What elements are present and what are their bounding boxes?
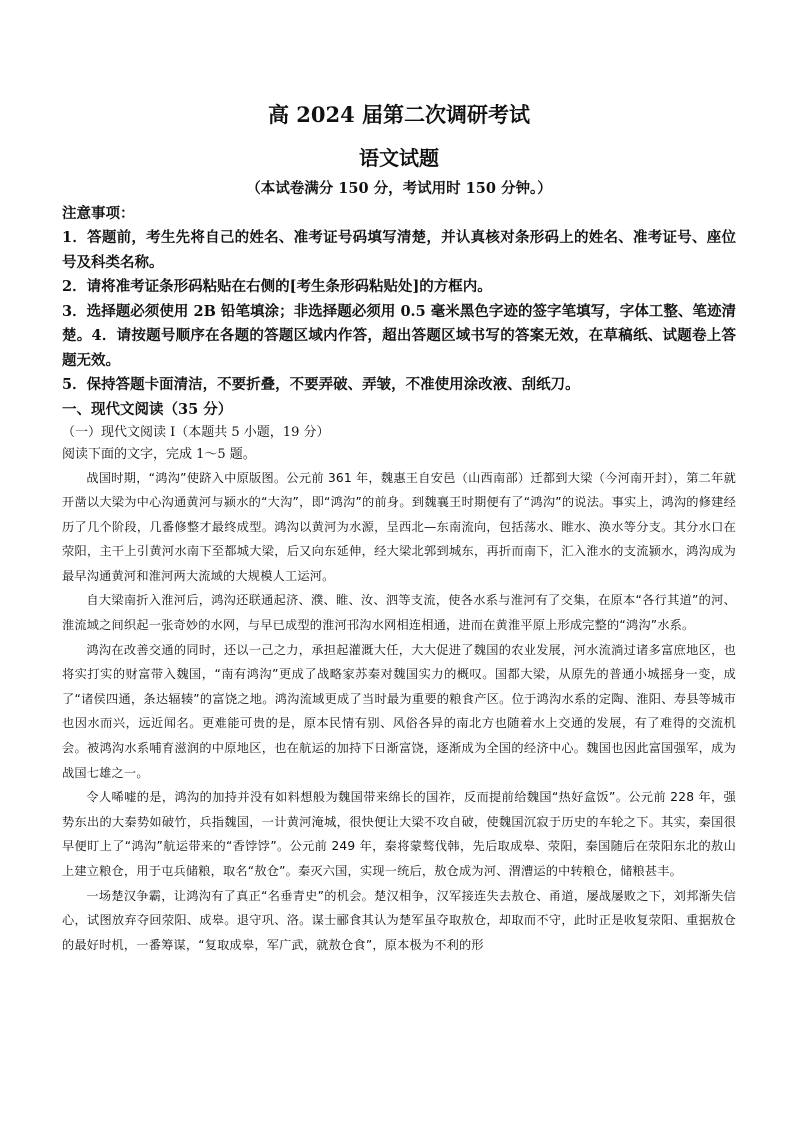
- section-subheading: （一）现代文阅读 I（本题共 5 小题，19 分）: [62, 424, 330, 440]
- exam-note: （本试卷满分 150 分，考试用时 150 分钟。）: [246, 180, 552, 197]
- passage-paragraph: 鸿沟在改善交通的同时，还以一己之力，承担起灌溉大任，大大促进了魏国的农业发展，河水流淌过诸多富庶地区，也将实打实的财富带入魏国，“南有鸿沟”更成了战略家苏秦对魏国实力的概叹。国都大梁，从原先的普通小城摇身一变，成了“诸侯四通，条达辐辏”的富饶之地。鸿沟流域更成了当时最为重要的粮食产区。位于鸿沟水系的定陶、淮阳、寿县等城市也因水而兴，远近闻名。更难能可贵的是，原本民情有别、风俗各异的南北方也随着水上交通的发展，有了难得的交流机会。被鸿沟水系哺育滋润的中原地区，也在航运的加持下日渐富饶，逐渐成为全国的经济中心。魏国也因此富国强军，成为战国七雄之一。: [62, 642, 736, 780]
- passage-paragraph: 令人唏嘘的是，鸿沟的加持并没有如料想般为魏国带来绵长的国祚，反而提前给魏国“热好盒饭”。公元前 228 年，强势东出的大秦势如破竹，兵指魏国，一计黄河淹城，很快便让大梁不攻自破，使魏国沉寂于历史的车轮之下。其实，秦国很早便盯上了“鸿沟”航运带来的“香饽饽”。公元前 249 年，秦将蒙骜伐韩，先后取成皋、荥阳，秦国随后在荥阳东北的敖山上建立粮仓，用于屯兵储粮，取名“敖仓”。秦灭六国，实现一统后，敖仓成为河、渭漕运的中转粮仓，储粮甚丰。: [62, 790, 736, 878]
- section-heading: 一、现代文阅读（35 分）: [62, 400, 233, 418]
- instructions-heading: 注意事项：: [62, 205, 135, 222]
- exam-page: [62, 100, 736, 957]
- passage-paragraph: 自大梁南折入淮河后，鸿沟还联通起济、濮、睢、汝、泗等支流，使各水系与淮河有了交集，在原本“各行其道”的河、淮流域之间织起一张奇妙的水网，与早已成型的淮河邗沟水网相连相通，进而在黄淮平原上形成完整的“鸿沟”水系。: [62, 593, 736, 633]
- exam-title: 高 2024 届第二次调研考试: [267, 102, 531, 127]
- instruction-item: 5．保持答题卡面清洁，不要折叠，不要弄破、弄皱，不准使用涂改液、刮纸刀。: [62, 376, 580, 393]
- instruction-item: 3．选择题必须使用 2B 铅笔填涂；非选择题必须用 0.5 毫米黑色字迹的签字笔填写，字体工整、笔迹清楚。4．请按题号顺序在各题的答题区域内作答，超出答题区域书写的答案无效，在草稿纸、试题卷上答题无效。: [62, 302, 736, 369]
- instruction-item: 1．答题前，考生先将自己的姓名、准考证号码填写清楚，并认真核对条形码上的姓名、准考证号、座位号及科类名称。: [62, 229, 736, 271]
- exam-subtitle: 语文试题: [359, 146, 439, 170]
- instruction-item: 2．请将准考证条形码粘贴在右侧的[考生条形码粘贴处]的方框内。: [62, 278, 492, 295]
- passage-paragraph: 战国时期，“鸿沟”使跻入中原版图。公元前 361 年，魏惠王自安邑（山西南部）迁都到大梁（今河南开封），第二年就开凿以大梁为中心沟通黄河与颍水的“大沟”，即“鸿沟”的前身。到魏襄王时期便有了“鸿沟”的说法。事实上，鸿沟的修建经历了几个阶段，几番修整才最终成型。鸿沟以黄河为水源，呈西北—东南流向，包括荡水、睢水、涣水等分支。其分水口在荥阳，主干上引黄河水南下至都城大梁，后又向东延伸，经大梁北郭到城东，再折而南下，汇入淮水的支流颍水，鸿沟成为最早沟通黄河和淮河两大流域的大规模人工运河。: [62, 470, 736, 583]
- reading-lead: 阅读下面的文字，完成 1～5 题。: [62, 446, 256, 462]
- passage-paragraph: 一场楚汉争霸，让鸿沟有了真正“名垂青史”的机会。楚汉相争，汉军接连失去敖仓、甬道，屡战屡败之下，刘邦渐失信心，试图放弃夺回荥阳、成皋。退守巩、洛。谋士郦食其认为楚军虽夺取敖仓，却取而不守，此时正是收复荥阳、重据敖仓的最好时机，一番筹谋，“复取成皋，军广武，就敖仓食”，原本极为不利的形: [62, 888, 736, 952]
